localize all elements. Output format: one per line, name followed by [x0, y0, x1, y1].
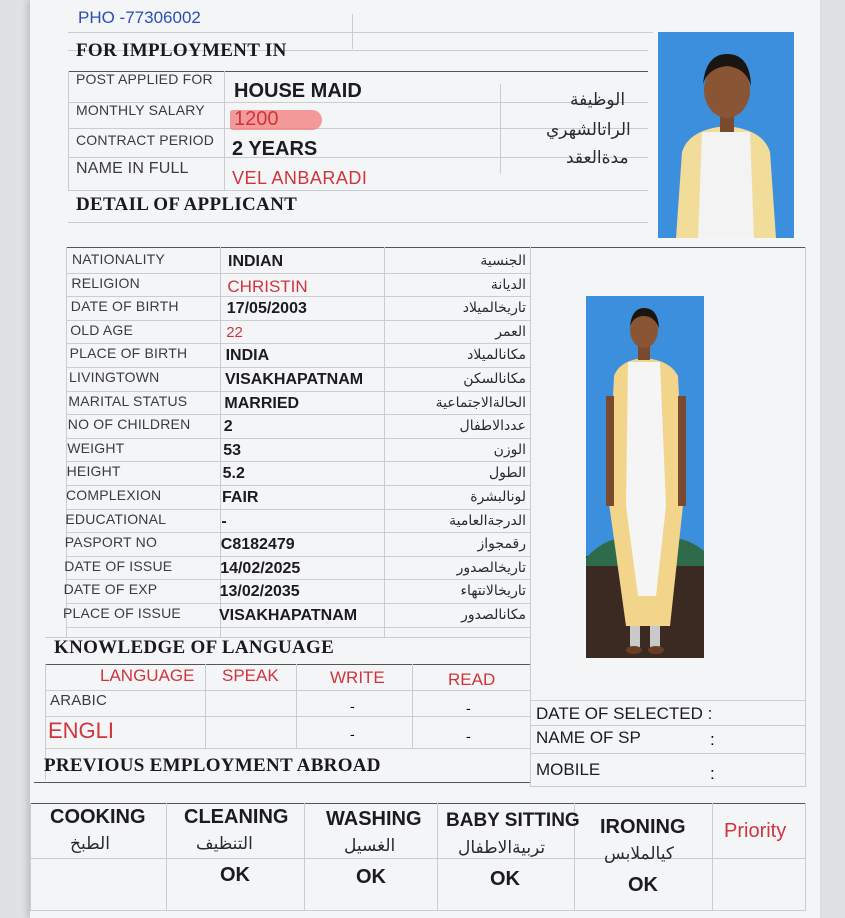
full-name-value: VEL ANBARADI	[232, 168, 368, 188]
detail-row-divider	[66, 627, 530, 628]
detail-value: VISAKHAPATNAM	[225, 371, 364, 388]
sponsor-name-label: NAME OF SP	[536, 728, 641, 747]
language-col-header: LANGUAGE	[100, 666, 195, 685]
detail-arabic: لونالبشرة	[470, 489, 526, 505]
read-col-header: READ	[448, 670, 496, 689]
previous-employment-heading: PREVIOUS EMPLOYMENT ABROAD	[44, 755, 381, 776]
salary-value: 1200	[234, 108, 279, 130]
arabic-write: -	[350, 698, 355, 714]
detail-row-divider	[66, 414, 530, 415]
write-col-header: WRITE	[330, 668, 385, 687]
detail-value: 2	[223, 418, 233, 435]
detail-arabic: مكانالميلاد	[467, 347, 526, 363]
speak-col-header: SPEAK	[222, 666, 279, 685]
detail-label: HEIGHT	[66, 463, 121, 479]
detail-row-divider	[66, 556, 530, 557]
detail-label: PLACE OF BIRTH	[69, 345, 188, 361]
detail-label: RELIGION	[71, 275, 140, 291]
detail-arabic: الوزن	[493, 442, 526, 458]
contract-label: CONTRACT PERIOD	[76, 132, 215, 148]
detail-arabic: رقمجواز	[477, 536, 526, 552]
detail-arabic: مكانالسكن	[463, 371, 526, 387]
detail-value: CHRISTIN	[227, 277, 308, 296]
detail-label: PLACE OF ISSUE	[63, 605, 181, 621]
post-applied-arabic: الوظيفة	[570, 90, 626, 110]
contract-arabic: مدةالعقد	[566, 148, 629, 168]
english-read: -	[466, 728, 471, 744]
detail-arabic: تاريخالصدور	[456, 560, 526, 576]
detail-value: INDIAN	[228, 253, 284, 270]
mobile-label: MOBILE	[536, 760, 601, 779]
detail-value: 17/05/2003	[226, 300, 307, 317]
salary-arabic: الراتالشهري	[546, 120, 631, 140]
detail-row-divider	[66, 320, 530, 321]
detail-value: 13/02/2035	[219, 583, 300, 600]
detail-row-divider	[66, 367, 530, 368]
post-applied-label: POST APPLIED FOR	[76, 71, 213, 87]
detail-value: C8182479	[220, 536, 295, 553]
detail-value: 53	[223, 442, 241, 459]
detail-row-divider	[66, 391, 530, 392]
detail-arabic: العمر	[495, 324, 526, 340]
detail-label: LIVINGTOWN	[69, 369, 160, 385]
phone-number: PHO -77306002	[78, 8, 201, 27]
detail-label: EDUCATIONAL	[65, 511, 167, 527]
skill-ironing-status: OK	[628, 874, 658, 896]
detail-row-divider	[66, 532, 530, 533]
skill-cooking-arabic: الطبخ	[70, 834, 110, 854]
detail-arabic: تاريخالميلاد	[462, 300, 526, 316]
detail-label: COMPLEXION	[66, 487, 162, 503]
detail-arabic: الطول	[488, 465, 526, 481]
skill-cooking: COOKING	[50, 806, 146, 828]
mobile-colon: :	[710, 764, 715, 783]
detail-label: WEIGHT	[67, 440, 125, 456]
detail-heading: DETAIL OF APPLICANT	[76, 194, 298, 215]
skill-washing: WASHING	[326, 808, 422, 830]
post-applied-value: HOUSE MAID	[234, 80, 362, 102]
applicant-photo-full	[586, 296, 704, 658]
detail-arabic: الدرجةالعامية	[449, 513, 526, 529]
detail-label: PASPORT NO	[64, 534, 158, 550]
sponsor-name-colon: :	[710, 730, 715, 749]
skill-cleaning: CLEANING	[184, 806, 289, 828]
skill-ironing-arabic: كيالملابس	[604, 844, 674, 864]
salary-label: MONTHLY SALARY	[76, 102, 205, 118]
arabic-read: -	[466, 700, 471, 716]
detail-label: DATE OF ISSUE	[64, 558, 173, 574]
detail-row-divider	[66, 438, 530, 439]
detail-row-divider	[66, 343, 530, 344]
detail-value: 5.2	[222, 465, 245, 482]
skill-baby-sitting-arabic: تربيةالاطفال	[458, 838, 546, 858]
detail-value: 22	[226, 324, 243, 341]
detail-arabic: تاريخالانتهاء	[460, 583, 526, 599]
detail-label: NO OF CHILDREN	[67, 416, 191, 432]
detail-arabic: مكانالصدور	[461, 607, 526, 623]
skill-baby-sitting: BABY SITTING	[446, 810, 580, 831]
skill-washing-status: OK	[356, 866, 386, 888]
employment-title: FOR IMPLOYMENT IN	[76, 40, 287, 61]
applicant-photo-portrait	[658, 32, 794, 238]
full-name-label: NAME IN FULL	[76, 160, 189, 177]
detail-row-divider	[66, 509, 530, 510]
skill-ironing: IRONING	[600, 816, 686, 838]
detail-label: MARITAL STATUS	[68, 393, 188, 409]
priority-label: Priority	[724, 820, 787, 842]
detail-value: -	[221, 513, 227, 530]
detail-arabic: الحالةالاجتماعية	[435, 395, 526, 411]
skill-baby-sitting-status: OK	[490, 868, 520, 890]
detail-row-divider	[66, 603, 530, 604]
skill-cleaning-status: OK	[220, 864, 250, 886]
detail-label: DATE OF BIRTH	[70, 298, 179, 314]
detail-arabic: الجنسية	[480, 253, 526, 269]
detail-label: OLD AGE	[70, 322, 134, 338]
skill-washing-arabic: الغسيل	[344, 836, 396, 856]
detail-value: VISAKHAPATNAM	[219, 607, 358, 624]
language-heading: KNOWLEDGE OF LANGUAGE	[54, 637, 335, 658]
detail-row-divider	[66, 273, 530, 274]
detail-value: 14/02/2025	[220, 560, 301, 577]
detail-row-divider	[66, 461, 530, 462]
english-language: ENGLI	[48, 718, 115, 743]
contract-value: 2 YEARS	[232, 138, 318, 160]
detail-arabic: عددالاطفال	[459, 418, 526, 434]
date-selected-label: DATE OF SELECTED :	[536, 704, 713, 723]
detail-label: DATE OF EXP	[63, 581, 158, 597]
detail-arabic: الديانة	[490, 277, 526, 293]
detail-value: INDIA	[225, 347, 270, 364]
detail-row-divider	[66, 485, 530, 486]
english-write: -	[350, 726, 355, 742]
detail-label: NATIONALITY	[72, 251, 165, 267]
detail-value: FAIR	[222, 489, 259, 506]
skill-cleaning-arabic: التنظيف	[196, 834, 253, 854]
arabic-language: ARABIC	[50, 692, 108, 709]
detail-value: MARRIED	[224, 395, 300, 412]
detail-row-divider	[66, 579, 530, 580]
